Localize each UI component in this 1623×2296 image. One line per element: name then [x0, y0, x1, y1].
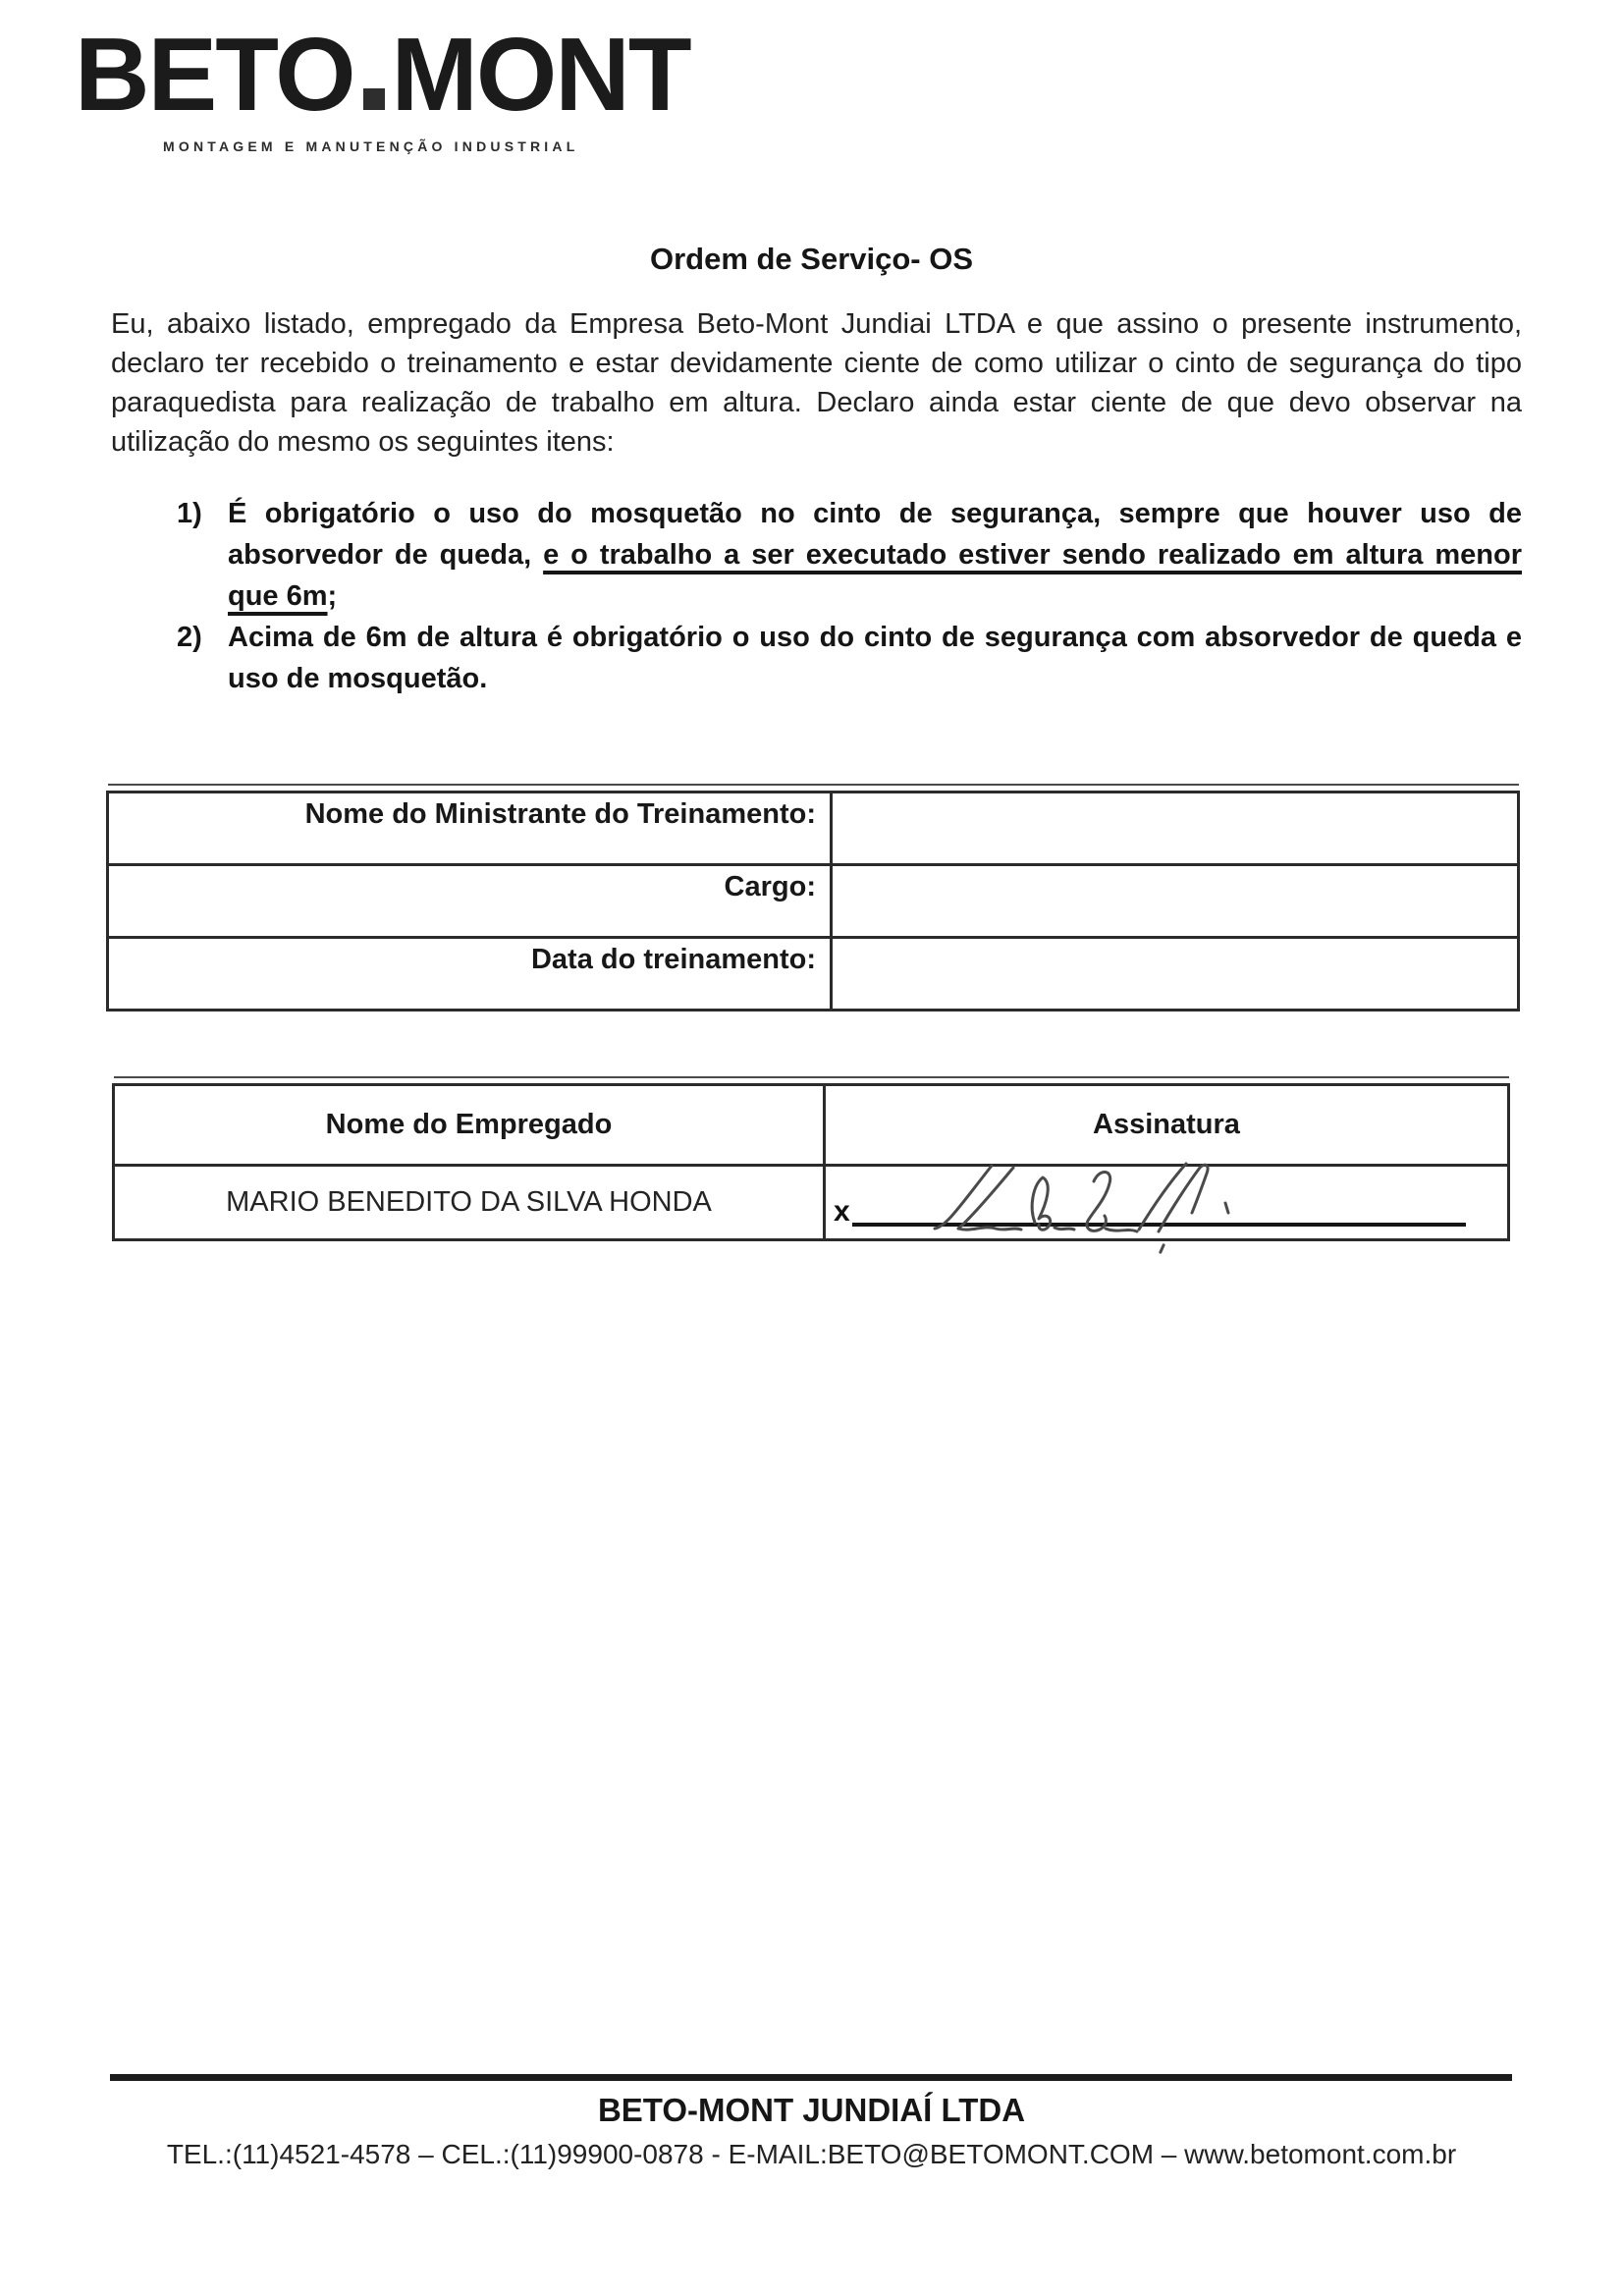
- logo-square-dot-icon: [363, 88, 385, 110]
- logo-tagline: MONTAGEM E MANUTENÇÃO INDUSTRIAL: [163, 137, 579, 154]
- item-text: Acima de 6m de altura é obrigatório o uso do cinto de segurança com absorvedor de queda e uso de mosquetão.: [228, 622, 1522, 694]
- column-header-name: Nome do Empregado: [114, 1085, 825, 1166]
- list-item: [111, 617, 1522, 699]
- footer-divider: [110, 2074, 1512, 2081]
- document-title: Ordem de Serviço- OS: [649, 242, 974, 276]
- logo-text-right: MONT: [391, 17, 690, 133]
- signature-x-mark: x: [834, 1195, 850, 1228]
- column-header-signature: Assinatura: [825, 1085, 1509, 1166]
- training-label: Nome do Ministrante do Treinamento:: [108, 793, 832, 865]
- footer-company-name: BETO-MONT JUNDIAÍ LTDA: [597, 2092, 1026, 2128]
- training-value-cell: [832, 865, 1519, 938]
- scan-artifact-line: [114, 1076, 1509, 1078]
- logo-text-left: BETO: [75, 17, 354, 133]
- table-row: [108, 938, 1519, 1011]
- company-logo: [75, 18, 690, 154]
- item-text: É obrigatório o uso do mosquetão no cinto de segurança, sempre que houver uso de absorvedor de queda,: [228, 498, 1522, 571]
- item-number: 2): [177, 622, 202, 653]
- logo-wordmark: [75, 18, 690, 133]
- item-text-suffix: ;: [327, 580, 338, 612]
- list-item: [111, 493, 1522, 617]
- handwritten-signature-icon: [919, 1160, 1272, 1234]
- table-row: [114, 1166, 1509, 1240]
- training-value-cell: [832, 793, 1519, 865]
- employee-name: MARIO BENEDITO DA SILVA HONDA: [114, 1166, 825, 1240]
- item-number: 1): [177, 498, 202, 529]
- employee-signature-table: [112, 1083, 1510, 1241]
- intro-paragraph: Eu, abaixo listado, empregado da Empresa Beto-Mont Jundiai LTDA e que assino o presente instrumento, declaro ter recebido o treinamento e estar devidamente ciente de como utilizar o cinto de segurança do tipo paraquedista para realização de trabalho em altura. Declaro ainda estar ciente de que devo observar na utilização do mesmo os seguintes itens:: [111, 308, 1522, 458]
- table-header-row: [114, 1085, 1509, 1166]
- training-info-table: [106, 791, 1520, 1011]
- table-row: [108, 865, 1519, 938]
- table-row: [108, 793, 1519, 865]
- training-value-cell: [832, 938, 1519, 1011]
- scan-artifact-mark: [1159, 1243, 1165, 1254]
- signature-cell: [825, 1166, 1509, 1240]
- training-label: Cargo:: [108, 865, 832, 938]
- footer-contact-info: TEL.:(11)4521-4578 – CEL.:(11)99900-0878 - E-MAIL:BETO@BETOMONT.COM – www.betomont.com.br: [166, 2139, 1457, 2169]
- safety-items-list: [111, 493, 1522, 699]
- training-label: Data do treinamento:: [108, 938, 832, 1011]
- item-text-underlined: e o trabalho a ser executado estiver sendo realizado em altura menor que 6m: [228, 539, 1522, 612]
- scan-artifact-line: [108, 784, 1519, 786]
